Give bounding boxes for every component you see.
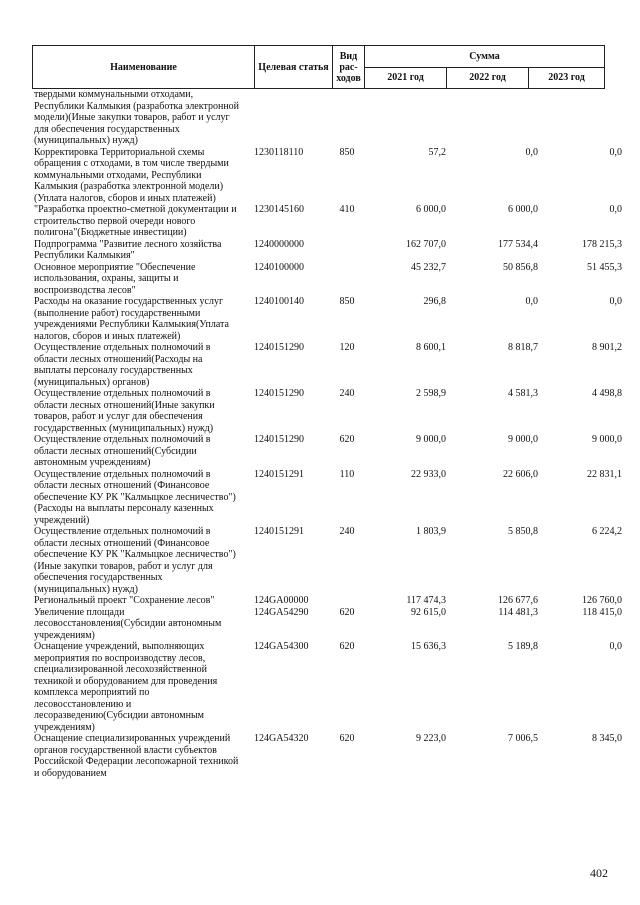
row-name: Региональный проект "Сохранение лесов" Увеличение площади лесовосстановления(Субсидии автономным учреждениям) xyxy=(34,595,222,641)
row-2022: 4 581,3 xyxy=(508,388,538,399)
row-2023: 178 215,3 xyxy=(582,238,622,250)
row-2021: 9 000,0 xyxy=(416,434,446,445)
row-2021: 15 636,3 xyxy=(411,641,446,652)
row-2023: 22 831,1 xyxy=(587,468,622,480)
row-2022: 0,0 xyxy=(525,296,538,307)
row-2021: 6 000,0 xyxy=(416,204,446,215)
row-2023: 8 901,2 xyxy=(592,342,622,353)
row-name: Осуществление отдельных полномочий в области лесных отношений(Субсидии автономным учреждениям) xyxy=(34,434,211,468)
row-2023: 4 498,8 xyxy=(592,388,622,399)
row-2023: 0,0 xyxy=(609,204,622,215)
table-row xyxy=(32,526,622,595)
row-code: 124GA54300 xyxy=(254,641,309,652)
row-name: Оснащение специализированных учреждений органов государственной власти субъектов Российской Федерации лесопожарной техникой и оборудованием xyxy=(34,733,239,779)
table-row xyxy=(32,388,622,434)
row-vid: 620 xyxy=(339,733,355,744)
row-vid: 240 xyxy=(339,526,355,537)
row-2021: 9 223,0 xyxy=(416,733,446,744)
table-body xyxy=(32,89,622,779)
row-code: 1240151290 xyxy=(254,388,304,399)
row-code: 1240000000 xyxy=(254,238,304,250)
row-vid: 850 xyxy=(339,296,355,307)
row-vid: 620 xyxy=(339,641,355,652)
row-code: 124GA54290 xyxy=(254,606,309,618)
row-2021: 57,2 xyxy=(428,146,446,158)
table-row xyxy=(32,468,622,527)
row-name: "Разработка проектно-сметной документации и строительство первой очереди нового полигона"(Бюджетные инвестиции) xyxy=(34,204,237,238)
table-row xyxy=(32,342,622,388)
row-2022: 126 677,6 xyxy=(498,595,538,606)
row-name: Осуществление отдельных полномочий в области лесных отношений (Финансовое обеспечение КУ РК "Калмыцкое лесничество")(Расходы на выплаты персоналу казенных учреждений) xyxy=(34,468,236,526)
row-code: 1240151291 xyxy=(254,468,304,480)
row-code: 1230145160 xyxy=(254,204,304,215)
row-2022: 8 818,7 xyxy=(508,342,538,353)
table-row xyxy=(32,146,622,205)
header-2021: 2021 год xyxy=(365,67,447,89)
row-2021: 8 600,1 xyxy=(416,342,446,353)
row-2023: 126 760,0 xyxy=(582,595,622,606)
row-code: 124GA54320 xyxy=(254,733,309,744)
row-2022: 114 481,3 xyxy=(498,606,538,618)
row-2022: 7 006,5 xyxy=(508,733,538,744)
table-row xyxy=(32,296,622,342)
row-code: 1240151291 xyxy=(254,526,304,537)
row-2022: 5 850,8 xyxy=(508,526,538,537)
row-name: Корректировка Территориальной схемы обращения с отходами, в том числе твердыми коммунальными отходами, Республики Калмыкия (разработка электронной модели)(Уплата налогов, сборов и иных платежей) xyxy=(34,146,229,204)
row-2023: 6 224,2 xyxy=(592,526,622,537)
row-2022: 6 000,0 xyxy=(508,204,538,215)
row-name: Осуществление отдельных полномочий в области лесных отношений (Финансовое обеспечение КУ РК "Калмыцкое лесничество")(Иные закупки товаров, работ и услуг для обеспечения государственных (муниципальных) нужд) xyxy=(34,526,236,595)
row-vid: 240 xyxy=(339,388,355,399)
row-name: Основное мероприятие "Обеспечение использования, охраны, защиты и воспроизводства лесов" xyxy=(34,261,196,296)
row-2022: 177 534,4 xyxy=(498,238,538,250)
row-vid: 620 xyxy=(339,606,355,618)
table-row xyxy=(32,595,622,641)
header-code: Целевая статья xyxy=(255,46,333,89)
row-code: 1240151290 xyxy=(254,342,304,353)
row-name: Осуществление отдельных полномочий в области лесных отношений(Иные закупки товаров, работ и услуг для обеспечения государственных (муниципальных) нужд) xyxy=(34,388,215,434)
row-2021: 92 615,0 xyxy=(411,606,446,618)
row-2022: 5 189,8 xyxy=(508,641,538,652)
row-2023: 9 000,0 xyxy=(592,434,622,445)
row-vid: 110 xyxy=(339,468,355,480)
row-code: 1240100140 xyxy=(254,296,304,307)
table-row xyxy=(32,641,622,733)
row-code: 1240100000 xyxy=(254,261,304,273)
row-2021: 296,8 xyxy=(423,296,446,307)
row-2021: 45 232,7 xyxy=(411,261,446,273)
row-vid: 410 xyxy=(339,204,355,215)
row-2021: 162 707,0 xyxy=(406,238,446,250)
row-2023: 51 455,3 xyxy=(587,261,622,273)
header-name: Наименование xyxy=(33,46,255,89)
header-2022: 2022 год xyxy=(447,67,529,89)
row-2023: 0,0 xyxy=(609,641,622,652)
row-2022: 50 856,8 xyxy=(503,261,538,273)
row-2022: 0,0 xyxy=(525,146,538,158)
row-2021: 117 474,3 xyxy=(406,595,446,606)
row-code: 124GA00000 xyxy=(254,595,309,606)
header-sum: Сумма xyxy=(365,46,605,68)
table-row xyxy=(32,204,622,239)
table-row xyxy=(32,733,622,779)
row-vid: 620 xyxy=(339,434,355,445)
row-2021: 1 803,9 xyxy=(416,526,446,537)
table-row xyxy=(32,238,622,262)
row-2023: 0,0 xyxy=(609,296,622,307)
row-2021: 22 933,0 xyxy=(411,468,446,480)
row-2021: 2 598,9 xyxy=(416,388,446,399)
header-2023: 2023 год xyxy=(529,67,605,89)
row-name: Осуществление отдельных полномочий в области лесных отношений(Расходы на выплаты персоналу государственных (муниципальных) органов) xyxy=(34,342,211,388)
row-2023: 0,0 xyxy=(609,146,622,158)
row-vid: 120 xyxy=(339,342,355,353)
row-code: 1230118110 xyxy=(254,146,304,158)
table-header xyxy=(32,45,605,89)
row-name: Расходы на оказание государственных услуг (выполнение работ) государственными учреждениями Республики Калмыкия(Уплата налогов, сборов и иных платежей) xyxy=(34,296,229,342)
page-number: 402 xyxy=(590,866,608,880)
row-name: Подпрограмма "Развитие лесного хозяйства Республики Калмыкия" xyxy=(34,238,222,261)
row-code: 1240151290 xyxy=(254,434,304,445)
row-name: твердыми коммунальными отходами, Республики Калмыкия (разработка электронной модели)(Иные закупки товаров, работ и услуг для обеспечения государственных (муниципальных) нужд) xyxy=(34,89,240,146)
row-2022: 9 000,0 xyxy=(508,434,538,445)
row-2023: 8 345,0 xyxy=(592,733,622,744)
row-2023: 118 415,0 xyxy=(582,606,622,618)
table-row xyxy=(32,261,622,297)
row-2022: 22 606,0 xyxy=(503,468,538,480)
table-row xyxy=(32,89,612,147)
row-vid: 850 xyxy=(339,146,355,158)
header-vid: Вид рас-ходов xyxy=(333,46,365,89)
row-name: Оснащение учреждений, выполняющих мероприятия по воспроизводству лесов, специализированной лесохозяйственной техникой и оборудованием для проведения комплекса мероприятий по лесовосстановлению и лесоразведению(Субсидии автономным учреждениям) xyxy=(34,641,218,733)
table-row xyxy=(32,434,622,469)
